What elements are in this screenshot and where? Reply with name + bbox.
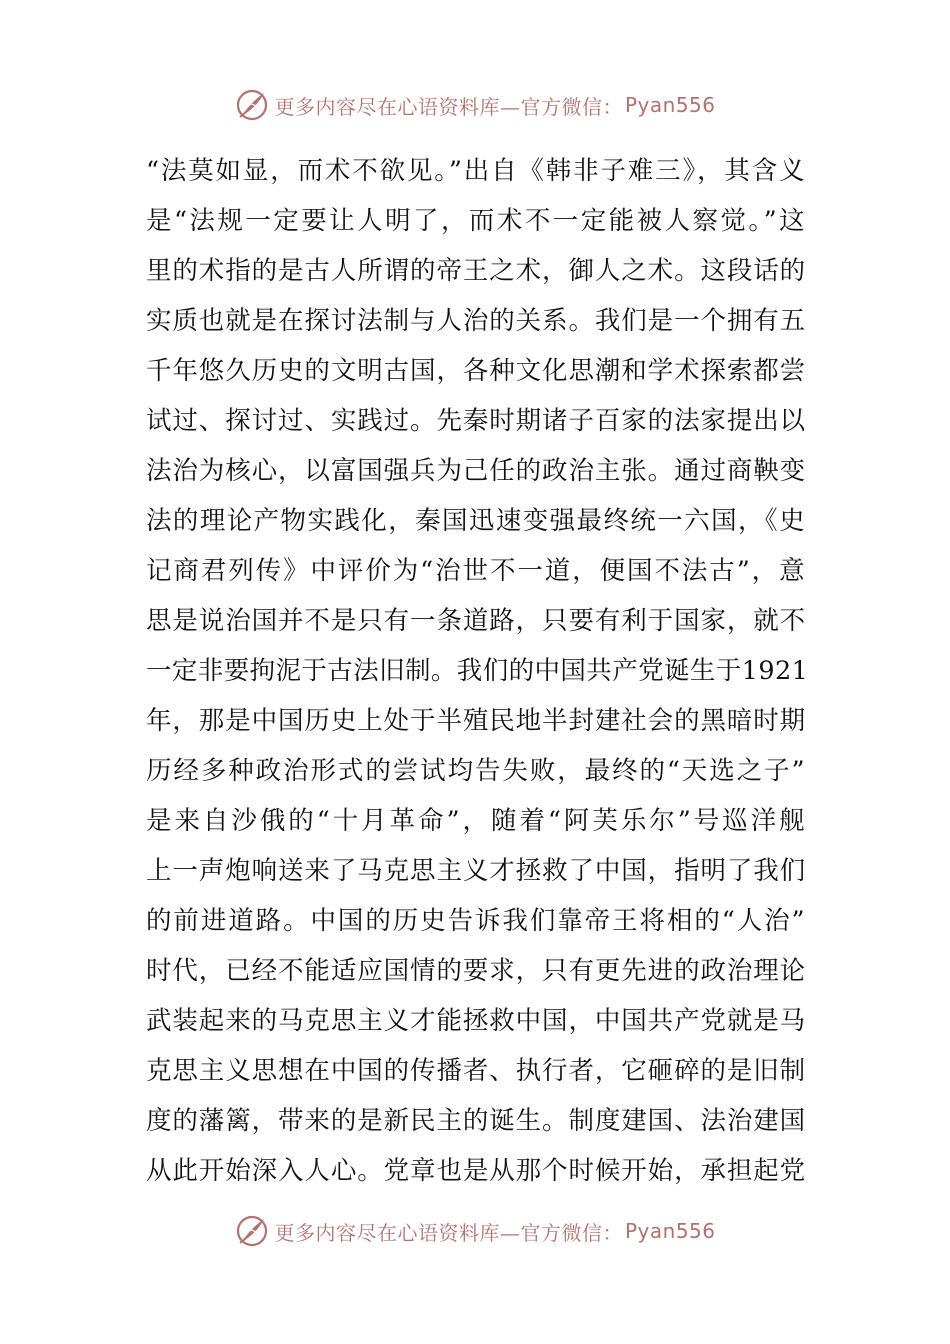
quill-pen-logo-icon [234,1213,270,1249]
text-line: 上一声炮响送来了马克思主义才拯救了中国，指明了我们 [146,856,806,886]
banner-text: 更多内容尽在心语资料库—官方微信： [274,1220,623,1245]
text-line: 记商君列传》中评价为“治世不一道，便国不法古”，意 [146,556,806,586]
text-line: 历经多种政治形式的尝试均告失败，最终的“天选之子” [146,756,806,786]
wechat-id: Pyan556 [624,93,716,117]
footer-banner [0,1208,950,1254]
text-line: 克思主义思想在中国的传播者、执行者，它砸碎的是旧制 [146,1056,806,1086]
text-line: “法莫如显，而术不欲见。”出自《韩非子难三》，其含义 [146,156,806,186]
text-line: 里的术指的是古人所谓的帝王之术，御人之术。这段话的 [146,256,806,286]
quill-pen-logo-icon [234,87,270,123]
text-line: 试过、探讨过、实践过。先秦时期诸子百家的法家提出以 [146,406,806,436]
text-line: 是来自沙俄的“十月革命”，随着“阿芙乐尔”号巡洋舰 [146,806,806,836]
text-line: 法的理论产物实践化，秦国迅速变强最终统一六国，《史 [146,506,806,536]
text-line: 年，那是中国历史上处于半殖民地半封建社会的黑暗时期 [146,706,806,736]
text-line: 度的藩篱，带来的是新民主的诞生。制度建国、法治建国 [146,1106,806,1136]
text-line: 武装起来的马克思主义才能拯救中国，中国共产党就是马 [146,1006,806,1036]
text-line: 从此开始深入人心。党章也是从那个时候开始，承担起党 [146,1156,806,1186]
text-line: 思是说治国并不是只有一条道路，只要有利于国家，就不 [146,606,806,636]
wechat-id: Pyan556 [624,1219,716,1243]
text-line: 实质也就是在探讨法制与人治的关系。我们是一个拥有五 [146,306,806,336]
document-body [146,146,809,1196]
header-banner [0,82,950,128]
banner-text: 更多内容尽在心语资料库—官方微信： [274,94,623,119]
text-line: 一定非要拘泥于古法旧制。我们的中国共产党诞生于1921 [146,656,809,686]
text-line: 时代，已经不能适应国情的要求，只有更先进的政治理论 [146,956,806,986]
text-line: 千年悠久历史的文明古国，各种文化思潮和学术探索都尝 [146,356,806,386]
text-line: 法治为核心，以富国强兵为己任的政治主张。通过商鞅变 [146,456,806,486]
text-line: 是“法规一定要让人明了，而术不一定能被人察觉。”这 [146,206,806,236]
text-line: 的前进道路。中国的历史告诉我们靠帝王将相的“人治” [146,906,806,936]
